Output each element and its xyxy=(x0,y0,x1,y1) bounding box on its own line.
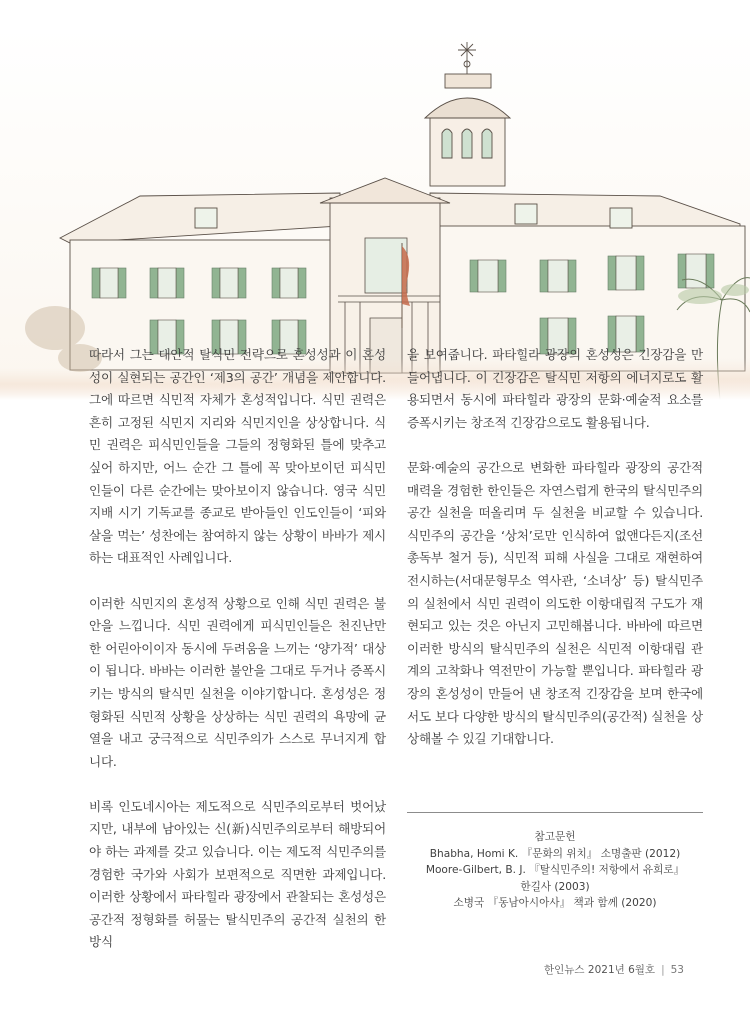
references-title: 참고문헌 xyxy=(534,831,576,843)
reference-item: 소병국 『동남아시아사』 책과 함께 (2020) xyxy=(453,897,657,909)
right-text-column xyxy=(407,344,703,751)
paragraph: 이러한 식민지의 혼성적 상황으로 인해 식민 권력은 불안을 느낍니다. 식민 권력에게 피식민인들은 천진난만한 어린아이이자 동시에 두려움을 느끼는 ‘양가적’ 대상이 됩니다. 바바는 이러한 불안을 그대로 두거나 증폭시키는 방식의 탈식민 실천을 이야기합니다. 혼성성은 정형화된 식민적 상황을 상상하는 식민 권력의 욕망에 균열을 내고 궁극적으로 식민주의가 스스로 무너지게 합니다. xyxy=(89,595,386,769)
references-box xyxy=(407,812,703,912)
paragraph: 비록 인도네시아는 제도적으로 식민주의로부터 벗어났지만, 내부에 남아있는 신(新)식민주의로부터 해방되어야 하는 과제를 갖고 있습니다. 이는 제도적 식민주의를 경험한 국가와 사회가 보편적으로 직면한 과제입니다. 이러한 상황에서 파타힐라 광장에서 관찰되는 혼성성은 공간적 정형화를 허물는 탈식민주의 공간적 실천의 한 방식 xyxy=(89,798,386,950)
page-footer xyxy=(544,962,684,977)
reference-item: Moore-Gilbert, B. J. 『탈식민주의! 저항에서 유희로』 xyxy=(425,864,685,876)
paragraph: 을 보여줍니다. 파타힐라 광장의 혼성성은 긴장감을 만들어냅니다. 이 긴장감은 탈식민 저항의 에너지로도 활용되면서 동시에 파타힐라 광장의 문화·예술적 요소를 증폭시키는 창조적 긴장감으로도 활용됩니다. xyxy=(407,347,703,430)
footer-separator: | xyxy=(661,964,665,976)
page-number: 53 xyxy=(670,964,684,976)
publication-name: 한인뉴스 2021년 6월호 xyxy=(544,964,656,976)
paragraph: 따라서 그는 대안적 탈식민 전략으로 혼성성과 이 혼성성이 실현되는 공간인 ‘제3의 공간’ 개념을 제안합니다. 그에 따르면 식민적 자체가 혼성적입니다. 식민 권력은 흔히 고정된 식민지 지리와 식민지인을 상상합니다. 식민 권력은 피식민인들을 그들의 정형화된 틀에 맞추고 싶어 하지만, 어느 순간 그 틀에 꼭 맞아보이던 피식민인들이 다른 순간에는 맞아보이지 않습니다. 영국 식민지배 시기 기독교를 종교로 받아들인 인도인들이 ‘피와 살을 먹는’ 성찬에는 참여하지 않는 상황이 바바가 제시하는 대표적인 사례입니다. xyxy=(89,347,386,566)
paragraph: 문화·예술의 공간으로 변화한 파타힐라 광장의 공간적 매력을 경험한 한인들은 자연스럽게 한국의 탈식민주의 공간 실천을 떠올리며 두 실천을 비교할 수 있습니다. 식민주의 공간을 ‘상처’로만 인식하여 없앤다든지(조선총독부 철거 등), 식민적 피해 사실을 그대로 재현하여 전시하는(서대문형무소 역사관, ‘소녀상’ 등) 탈식민주의 실천에서 식민 권력이 의도한 이항대립적 구도가 재현되고 있는 것은 아닌지 고민해봅니다. 바바에 따르면 이러한 방식의 탈식민주의 실천은 식민적 이항대립 관계의 고착화나 역전만이 가능할 뿐입니다. 파타힐라 광장의 혼성성이 만들어 낸 창조적 긴장감을 보며 한국에서도 보다 다양한 방식의 탈식민주의(공간적) 실천을 상상해볼 수 있길 기대합니다. xyxy=(407,459,703,747)
reference-item: 한길사 (2003) xyxy=(520,880,590,893)
left-text-column xyxy=(89,344,386,954)
reference-item: Bhabha, Homi K. 『문화의 위치』 소명출판 (2012) xyxy=(429,847,681,860)
